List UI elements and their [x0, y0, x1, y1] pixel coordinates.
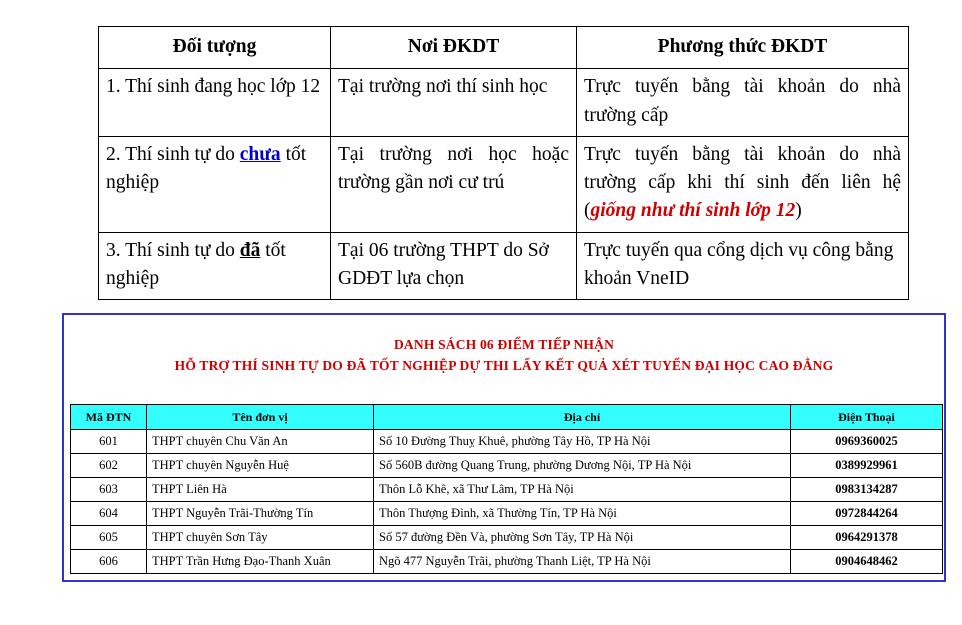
method-emphasis: giống như thí sinh lớp 12 — [590, 200, 796, 222]
cell-subject — [99, 136, 331, 232]
table-row — [71, 550, 943, 574]
table-row — [71, 502, 943, 526]
cell-phone: 0904648462 — [791, 550, 943, 574]
registration-methods-table — [98, 26, 909, 300]
cell-unit-name: THPT chuyên Chu Văn An — [147, 430, 374, 454]
cell-unit-name: THPT chuyên Nguyễn Huệ — [147, 454, 374, 478]
cell-address: Ngõ 477 Nguyễn Trãi, phường Thanh Liệt, TP Hà Nội — [374, 550, 791, 574]
column-header-address: Địa chỉ — [374, 404, 791, 429]
subject-emphasis: đã — [239, 239, 261, 261]
table-row — [71, 454, 943, 478]
table-row — [99, 69, 909, 137]
cell-phone: 0964291378 — [791, 526, 943, 550]
cell-code: 604 — [71, 502, 147, 526]
title-line-2: HỖ TRỢ THÍ SINH TỰ DO ĐÃ TỐT NGHIỆP DỰ THI LẤY KẾT QUẢ XÉT TUYỂN ĐẠI HỌC CAO ĐẲNG — [174, 357, 834, 373]
cell-code: 603 — [71, 478, 147, 502]
cell-place: Tại trường nơi học hoặc trường gần nơi cư trú — [331, 136, 577, 232]
table-header-row — [71, 404, 943, 429]
cell-place: Tại 06 trường THPT do Sở GDĐT lựa chọn — [331, 232, 577, 300]
cell-code: 606 — [71, 550, 147, 574]
cell-code: 602 — [71, 454, 147, 478]
table-row — [71, 430, 943, 454]
cell-phone: 0972844264 — [791, 502, 943, 526]
reception-points-table — [70, 404, 943, 574]
cell-unit-name: THPT Nguyễn Trãi-Thường Tín — [147, 502, 374, 526]
cell-code: 601 — [71, 430, 147, 454]
subject-text-prefix: 3. Thí sinh tự do — [106, 239, 240, 261]
cell-method: Trực tuyến bằng tài khoản do nhà trường cấp — [577, 69, 909, 137]
cell-unit-name: THPT Trần Hưng Đạo-Thanh Xuân — [147, 550, 374, 574]
cell-code: 605 — [71, 526, 147, 550]
cell-address: Số 560B đường Quang Trung, phường Dương Nội, TP Hà Nội — [374, 454, 791, 478]
title-line-1: DANH SÁCH 06 ĐIỂM TIẾP NHẬN — [393, 337, 615, 352]
cell-address: Số 10 Đường Thuỵ Khuê, phường Tây Hồ, TP Hà Nội — [374, 430, 791, 454]
column-header-unit-name: Tên đơn vị — [147, 404, 374, 429]
column-header-phone: Điện Thoại — [791, 404, 943, 429]
cell-place: Tại trường nơi thí sinh học — [331, 69, 577, 137]
subject-text-prefix: 2. Thí sinh tự do — [106, 143, 240, 165]
cell-method: Trực tuyến qua cổng dịch vụ công bằng khoản VneID — [577, 232, 909, 300]
cell-phone: 0969360025 — [791, 430, 943, 454]
subject-text-suffix: tốt nghiệp — [106, 143, 307, 194]
table-row — [99, 136, 909, 232]
method-text-prefix: Trực tuyến bằng tài khoản do nhà trường cấp khi thí sinh đến liên hệ ( — [584, 143, 901, 222]
cell-method — [577, 136, 909, 232]
table-row — [71, 526, 943, 550]
column-header-code: Mã ĐTN — [71, 404, 147, 429]
cell-phone: 0389929961 — [791, 454, 943, 478]
reception-points-panel — [62, 313, 946, 582]
method-text-suffix: ) — [795, 200, 802, 222]
cell-address: Thôn Lỗ Khê, xã Thư Lâm, TP Hà Nội — [374, 478, 791, 502]
column-header-method: Phương thức ĐKDT — [577, 27, 909, 69]
cell-phone: 0983134287 — [791, 478, 943, 502]
registration-methods-table-container — [98, 26, 908, 300]
subject-emphasis-link[interactable]: chưa — [239, 143, 281, 165]
table-row — [71, 478, 943, 502]
cell-subject — [99, 232, 331, 300]
table-row — [99, 232, 909, 300]
column-header-place: Nơi ĐKDT — [331, 27, 577, 69]
cell-subject: 1. Thí sinh đang học lớp 12 — [99, 69, 331, 137]
cell-address: Thôn Thượng Đình, xã Thường Tín, TP Hà Nội — [374, 502, 791, 526]
cell-address: Số 57 đường Đền Và, phường Sơn Tây, TP Hà Nội — [374, 526, 791, 550]
reception-points-title — [70, 315, 938, 377]
cell-unit-name: THPT chuyên Sơn Tây — [147, 526, 374, 550]
subject-text-suffix: tốt nghiệp — [106, 239, 286, 289]
column-header-subject: Đối tượng — [99, 27, 331, 69]
cell-unit-name: THPT Liên Hà — [147, 478, 374, 502]
table-header-row — [99, 27, 909, 69]
